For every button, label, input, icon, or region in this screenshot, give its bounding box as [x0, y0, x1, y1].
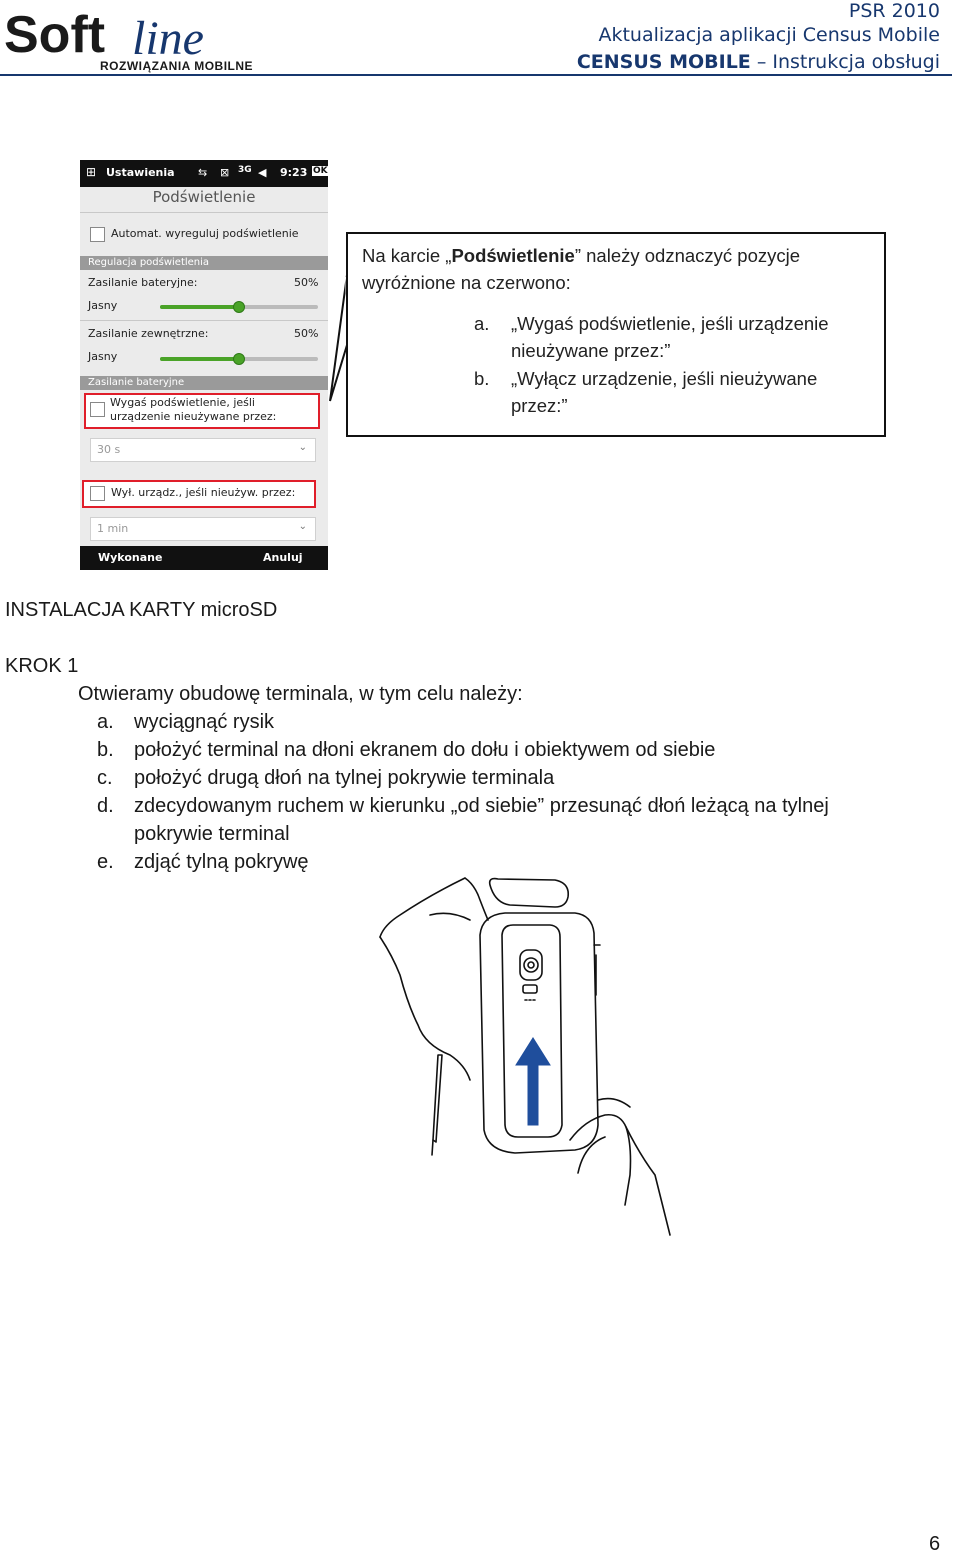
callout-line-1	[362, 245, 800, 267]
dim-backlight-label-2: urządzenie nieużywane przez:	[110, 410, 277, 423]
list-item: zdecydowanym ruchem w kierunku „od siebie” przesunąć dłoń leżącą na tylnej	[134, 795, 829, 817]
callout-bold-term: Podświetlenie	[451, 245, 575, 266]
battery-brightness-level: Jasny	[88, 299, 118, 312]
step-intro: Otwieramy obudowę terminala, w tym celu należy:	[78, 683, 523, 705]
power-off-timeout-select[interactable]	[90, 517, 316, 541]
power-off-option-highlight[interactable]	[82, 480, 316, 508]
callout-text: ” należy odznaczyć pozycje	[574, 245, 801, 266]
volume-icon: ◀	[258, 166, 267, 179]
auto-backlight-checkbox[interactable]	[90, 227, 105, 242]
signal-off-icon: ⊠	[220, 166, 230, 179]
svg-text:Soft: Soft	[4, 6, 106, 64]
auto-backlight-label: Automat. wyreguluj podświetlenie	[111, 227, 299, 240]
section-band-battery	[80, 376, 328, 390]
battery-power-label: Zasilanie bateryjne:	[88, 276, 198, 289]
cancel-softkey[interactable]: Anuluj	[263, 551, 303, 564]
header-doc-title-rest: – Instrukcja obsługi	[750, 51, 940, 73]
battery-power-percent: 50%	[294, 276, 319, 289]
list-item: położyć drugą dłoń na tylnej pokrywie terminala	[134, 767, 555, 789]
list-item-label: e.	[97, 851, 114, 873]
power-off-label: Wył. urządz., jeśli nieużyw. przez:	[111, 486, 296, 499]
header-year: PSR 2010	[848, 0, 940, 22]
phone-ok-button[interactable]: OK	[313, 166, 328, 176]
chevron-down-icon: ⌄	[298, 521, 307, 532]
phone-clock: 9:23	[280, 166, 308, 179]
dim-backlight-option-highlight[interactable]	[84, 393, 320, 429]
phone-screenshot	[80, 160, 328, 570]
callout-line-2: wyróżnione na czerwono:	[362, 272, 571, 293]
svg-text:line: line	[132, 12, 204, 65]
section-title: INSTALACJA KARTY microSD	[5, 599, 278, 621]
section-band-regulation-label: Regulacja podświetlenia	[88, 257, 210, 268]
callout-item-a-label: a.	[474, 313, 490, 334]
list-item-continuation: pokrywie terminal	[134, 823, 290, 845]
dim-timeout-value: 30 s	[97, 443, 121, 456]
list-item-label: d.	[97, 795, 114, 817]
callout-text: Na karcie „	[362, 245, 452, 266]
external-brightness-level: Jasny	[88, 350, 118, 363]
callout-item-b-text-2: przez:”	[511, 395, 568, 416]
power-off-timeout-value: 1 min	[97, 522, 129, 535]
dim-backlight-checkbox[interactable]	[90, 402, 105, 417]
external-slider-fill	[160, 357, 239, 361]
phone-app-title: Ustawienia	[106, 166, 175, 179]
list-item-label: c.	[97, 767, 113, 789]
external-power-percent: 50%	[294, 327, 319, 340]
phone-screen-title: Podświetlenie	[152, 188, 256, 206]
external-power-label: Zasilanie zewnętrzne:	[88, 327, 209, 340]
callout-item-b-label: b.	[474, 368, 490, 389]
header-subtitle: Aktualizacja aplikacji Census Mobile	[598, 24, 940, 46]
network-3g-icon: 3G	[238, 165, 252, 175]
battery-slider-fill	[160, 305, 239, 309]
windows-start-icon: ⊞	[86, 165, 97, 179]
phone-softkey-bar	[80, 546, 328, 570]
page-number: 6	[929, 1533, 941, 1555]
dim-timeout-select[interactable]	[90, 438, 316, 462]
dim-backlight-label-1: Wygaś podświetlenie, jeśli	[110, 396, 255, 409]
phone-divider	[80, 320, 328, 321]
list-item-label: a.	[97, 711, 114, 733]
section-band-regulation	[80, 256, 328, 270]
chevron-down-icon: ⌄	[298, 442, 307, 453]
header-doc-title-bold: CENSUS MOBILE	[576, 51, 751, 73]
step-title: KROK 1	[5, 655, 79, 677]
callout-box	[346, 232, 886, 437]
header-doc-title	[577, 51, 940, 73]
done-softkey[interactable]: Wykonane	[98, 551, 163, 564]
softline-logo	[4, 4, 304, 74]
header-divider	[0, 74, 952, 76]
power-off-checkbox[interactable]	[90, 486, 105, 501]
sync-icon: ⇆	[198, 166, 208, 179]
list-item: wyciągnąć rysik	[134, 711, 275, 733]
battery-slider-knob[interactable]	[233, 301, 245, 313]
phone-status-bar	[80, 160, 328, 187]
callout-item-b-text-1: „Wyłącz urządzenie, jeśli nieużywane	[511, 368, 818, 389]
callout-item-a-text-1: „Wygaś podświetlenie, jeśli urządzenie	[511, 313, 829, 334]
section-band-battery-label: Zasilanie bateryjne	[88, 377, 185, 388]
callout-item-a-text-2: nieużywane przez:”	[511, 340, 671, 361]
list-item: położyć terminal na dłoni ekranem do dołu i obiektywem od siebie	[134, 739, 716, 761]
external-slider-knob[interactable]	[233, 353, 245, 365]
list-item: zdjąć tylną pokrywę	[134, 851, 309, 873]
hand-sliding-cover-illustration	[370, 875, 680, 1245]
svg-text:ROZWIĄZANIA MOBILNE: ROZWIĄZANIA MOBILNE	[100, 59, 254, 73]
phone-divider	[80, 212, 328, 213]
list-item-label: b.	[97, 739, 114, 761]
